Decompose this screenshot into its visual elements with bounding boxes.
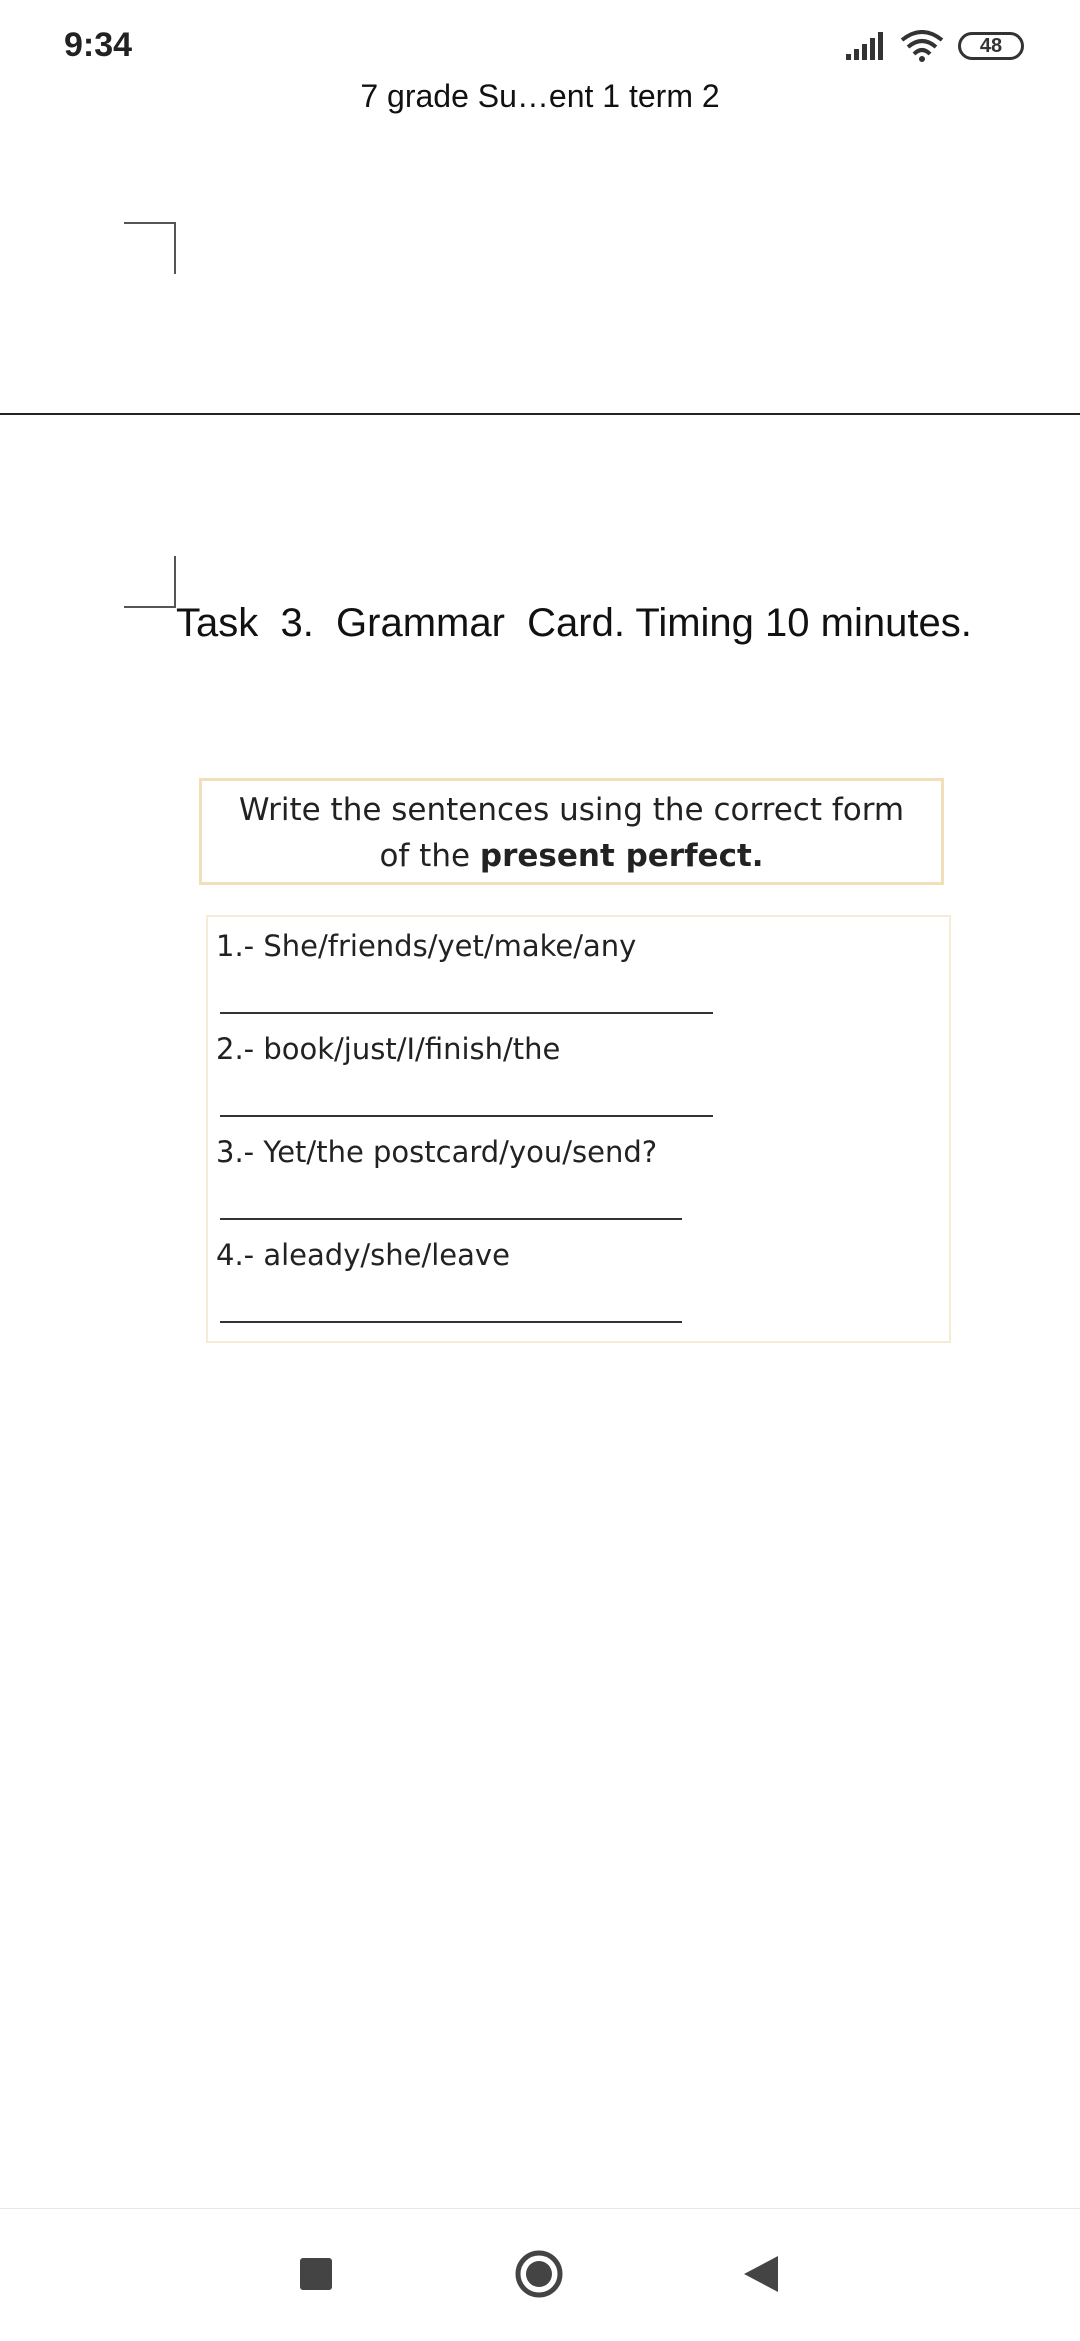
exercise-item-3: 3.- Yet/the postcard/you/send? <box>216 1135 658 1169</box>
back-button[interactable] <box>736 2249 786 2299</box>
instruction-normal-text: of the <box>379 838 480 874</box>
status-bar <box>0 0 1080 90</box>
exercise-item-1: 1.- She/friends/yet/make/any <box>216 929 637 963</box>
back-triangle-icon <box>742 2254 780 2294</box>
battery-level: 48 <box>979 34 1003 57</box>
home-circle-icon <box>514 2249 564 2299</box>
signal-icon <box>846 32 886 60</box>
recents-button[interactable] <box>291 2249 341 2299</box>
home-button[interactable] <box>514 2249 564 2299</box>
instruction-line-2 <box>202 833 941 879</box>
document-title: 7 grade Su…ent 1 term 2 <box>360 78 720 114</box>
navigation-bar <box>0 2208 1080 2341</box>
instruction-bold-text: present perfect. <box>479 838 764 874</box>
page-divider <box>0 413 1080 415</box>
instruction-line-1: Write the sentences using the correct form <box>238 792 905 828</box>
exercise-item-2: 2.- book/just/I/finish/the <box>216 1032 561 1066</box>
exercise-item-4: 4.- aleady/she/leave <box>216 1238 510 1272</box>
battery-icon <box>958 32 1024 60</box>
status-time: 9:34 <box>64 26 133 64</box>
recents-square-icon <box>299 2257 333 2291</box>
crop-mark-bottom <box>124 556 176 608</box>
exercise-box <box>206 915 951 1343</box>
crop-mark-top <box>124 222 176 274</box>
task-heading: Task 3. Grammar Card. Timing 10 minutes. <box>176 601 972 645</box>
instruction-box <box>199 778 944 885</box>
status-icons <box>846 30 1024 62</box>
answer-line-1 <box>220 1012 713 1014</box>
wifi-icon <box>900 30 944 62</box>
answer-line-3 <box>220 1218 682 1220</box>
answer-line-4 <box>220 1321 682 1323</box>
answer-line-2 <box>220 1115 713 1117</box>
